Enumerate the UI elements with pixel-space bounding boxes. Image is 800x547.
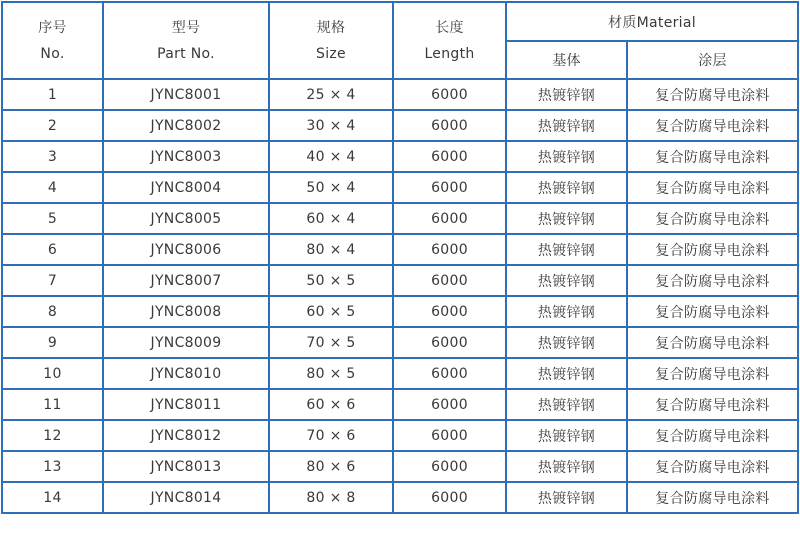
cell-size: 60 × 5 — [269, 296, 393, 327]
cell-no: 14 — [2, 482, 103, 513]
cell-no: 5 — [2, 203, 103, 234]
table-row — [2, 110, 798, 141]
cell-part-no: JYNC8014 — [103, 482, 269, 513]
table-row — [2, 420, 798, 451]
table-row — [2, 327, 798, 358]
cell-no: 4 — [2, 172, 103, 203]
cell-base: 热镀锌钢 — [506, 358, 627, 389]
cell-no: 7 — [2, 265, 103, 296]
header-length — [393, 2, 506, 79]
cell-base: 热镀锌钢 — [506, 110, 627, 141]
cell-length: 6000 — [393, 389, 506, 420]
cell-base: 热镀锌钢 — [506, 420, 627, 451]
cell-part-no: JYNC8010 — [103, 358, 269, 389]
cell-length: 6000 — [393, 482, 506, 513]
cell-base: 热镀锌钢 — [506, 172, 627, 203]
cell-coating: 复合防腐导电涂料 — [627, 172, 798, 203]
cell-coating: 复合防腐导电涂料 — [627, 265, 798, 296]
table-row — [2, 172, 798, 203]
cell-length: 6000 — [393, 420, 506, 451]
cell-size: 60 × 4 — [269, 203, 393, 234]
header-no — [2, 2, 103, 79]
cell-base: 热镀锌钢 — [506, 327, 627, 358]
table-row — [2, 358, 798, 389]
table-body — [2, 79, 798, 513]
header-coating: 涂层 — [627, 41, 798, 79]
cell-size: 60 × 6 — [269, 389, 393, 420]
cell-coating: 复合防腐导电涂料 — [627, 327, 798, 358]
header-length-en: Length — [424, 45, 475, 62]
cell-no: 2 — [2, 110, 103, 141]
cell-coating: 复合防腐导电涂料 — [627, 451, 798, 482]
cell-base: 热镀锌钢 — [506, 141, 627, 172]
cell-no: 11 — [2, 389, 103, 420]
cell-no: 1 — [2, 79, 103, 110]
header-part-en: Part No. — [157, 45, 215, 62]
cell-base: 热镀锌钢 — [506, 296, 627, 327]
cell-size: 80 × 6 — [269, 451, 393, 482]
cell-no: 8 — [2, 296, 103, 327]
table-row — [2, 389, 798, 420]
header-base: 基体 — [506, 41, 627, 79]
cell-size: 70 × 5 — [269, 327, 393, 358]
header-no-en: No. — [40, 45, 65, 62]
cell-base: 热镀锌钢 — [506, 389, 627, 420]
cell-part-no: JYNC8011 — [103, 389, 269, 420]
cell-part-no: JYNC8013 — [103, 451, 269, 482]
cell-length: 6000 — [393, 327, 506, 358]
cell-part-no: JYNC8004 — [103, 172, 269, 203]
cell-coating: 复合防腐导电涂料 — [627, 358, 798, 389]
cell-length: 6000 — [393, 79, 506, 110]
cell-base: 热镀锌钢 — [506, 79, 627, 110]
table-row — [2, 451, 798, 482]
table-row — [2, 141, 798, 172]
header-no-cn: 序号 — [38, 19, 67, 36]
cell-part-no: JYNC8003 — [103, 141, 269, 172]
cell-no: 6 — [2, 234, 103, 265]
cell-base: 热镀锌钢 — [506, 451, 627, 482]
cell-part-no: JYNC8007 — [103, 265, 269, 296]
cell-length: 6000 — [393, 234, 506, 265]
table-row — [2, 234, 798, 265]
cell-part-no: JYNC8009 — [103, 327, 269, 358]
cell-size: 25 × 4 — [269, 79, 393, 110]
cell-coating: 复合防腐导电涂料 — [627, 203, 798, 234]
cell-length: 6000 — [393, 358, 506, 389]
cell-length: 6000 — [393, 110, 506, 141]
cell-base: 热镀锌钢 — [506, 265, 627, 296]
cell-coating: 复合防腐导电涂料 — [627, 141, 798, 172]
cell-coating: 复合防腐导电涂料 — [627, 110, 798, 141]
table-row — [2, 296, 798, 327]
cell-length: 6000 — [393, 265, 506, 296]
cell-part-no: JYNC8006 — [103, 234, 269, 265]
cell-length: 6000 — [393, 203, 506, 234]
cell-size: 40 × 4 — [269, 141, 393, 172]
cell-length: 6000 — [393, 451, 506, 482]
header-size — [269, 2, 393, 79]
cell-part-no: JYNC8008 — [103, 296, 269, 327]
header-row-top — [2, 2, 798, 41]
cell-no: 3 — [2, 141, 103, 172]
cell-size: 80 × 8 — [269, 482, 393, 513]
cell-length: 6000 — [393, 141, 506, 172]
header-part-cn: 型号 — [171, 19, 201, 36]
table-row — [2, 482, 798, 513]
cell-no: 9 — [2, 327, 103, 358]
table-row — [2, 79, 798, 110]
cell-length: 6000 — [393, 172, 506, 203]
cell-no: 10 — [2, 358, 103, 389]
cell-base: 热镀锌钢 — [506, 482, 627, 513]
cell-part-no: JYNC8002 — [103, 110, 269, 141]
spec-table — [1, 1, 799, 514]
cell-coating: 复合防腐导电涂料 — [627, 420, 798, 451]
cell-no: 12 — [2, 420, 103, 451]
cell-base: 热镀锌钢 — [506, 234, 627, 265]
cell-size: 50 × 4 — [269, 172, 393, 203]
cell-size: 30 × 4 — [269, 110, 393, 141]
table-row — [2, 203, 798, 234]
cell-length: 6000 — [393, 296, 506, 327]
cell-base: 热镀锌钢 — [506, 203, 627, 234]
cell-part-no: JYNC8005 — [103, 203, 269, 234]
cell-coating: 复合防腐导电涂料 — [627, 296, 798, 327]
header-size-cn: 规格 — [316, 19, 346, 36]
table-row — [2, 265, 798, 296]
cell-part-no: JYNC8001 — [103, 79, 269, 110]
cell-size: 80 × 4 — [269, 234, 393, 265]
header-size-en: Size — [316, 45, 346, 62]
cell-size: 80 × 5 — [269, 358, 393, 389]
header-length-cn: 长度 — [435, 19, 464, 36]
header-material: 材质Material — [506, 2, 798, 41]
cell-size: 50 × 5 — [269, 265, 393, 296]
cell-coating: 复合防腐导电涂料 — [627, 482, 798, 513]
cell-coating: 复合防腐导电涂料 — [627, 79, 798, 110]
cell-size: 70 × 6 — [269, 420, 393, 451]
header-part — [103, 2, 269, 79]
cell-coating: 复合防腐导电涂料 — [627, 234, 798, 265]
cell-coating: 复合防腐导电涂料 — [627, 389, 798, 420]
cell-no: 13 — [2, 451, 103, 482]
cell-part-no: JYNC8012 — [103, 420, 269, 451]
